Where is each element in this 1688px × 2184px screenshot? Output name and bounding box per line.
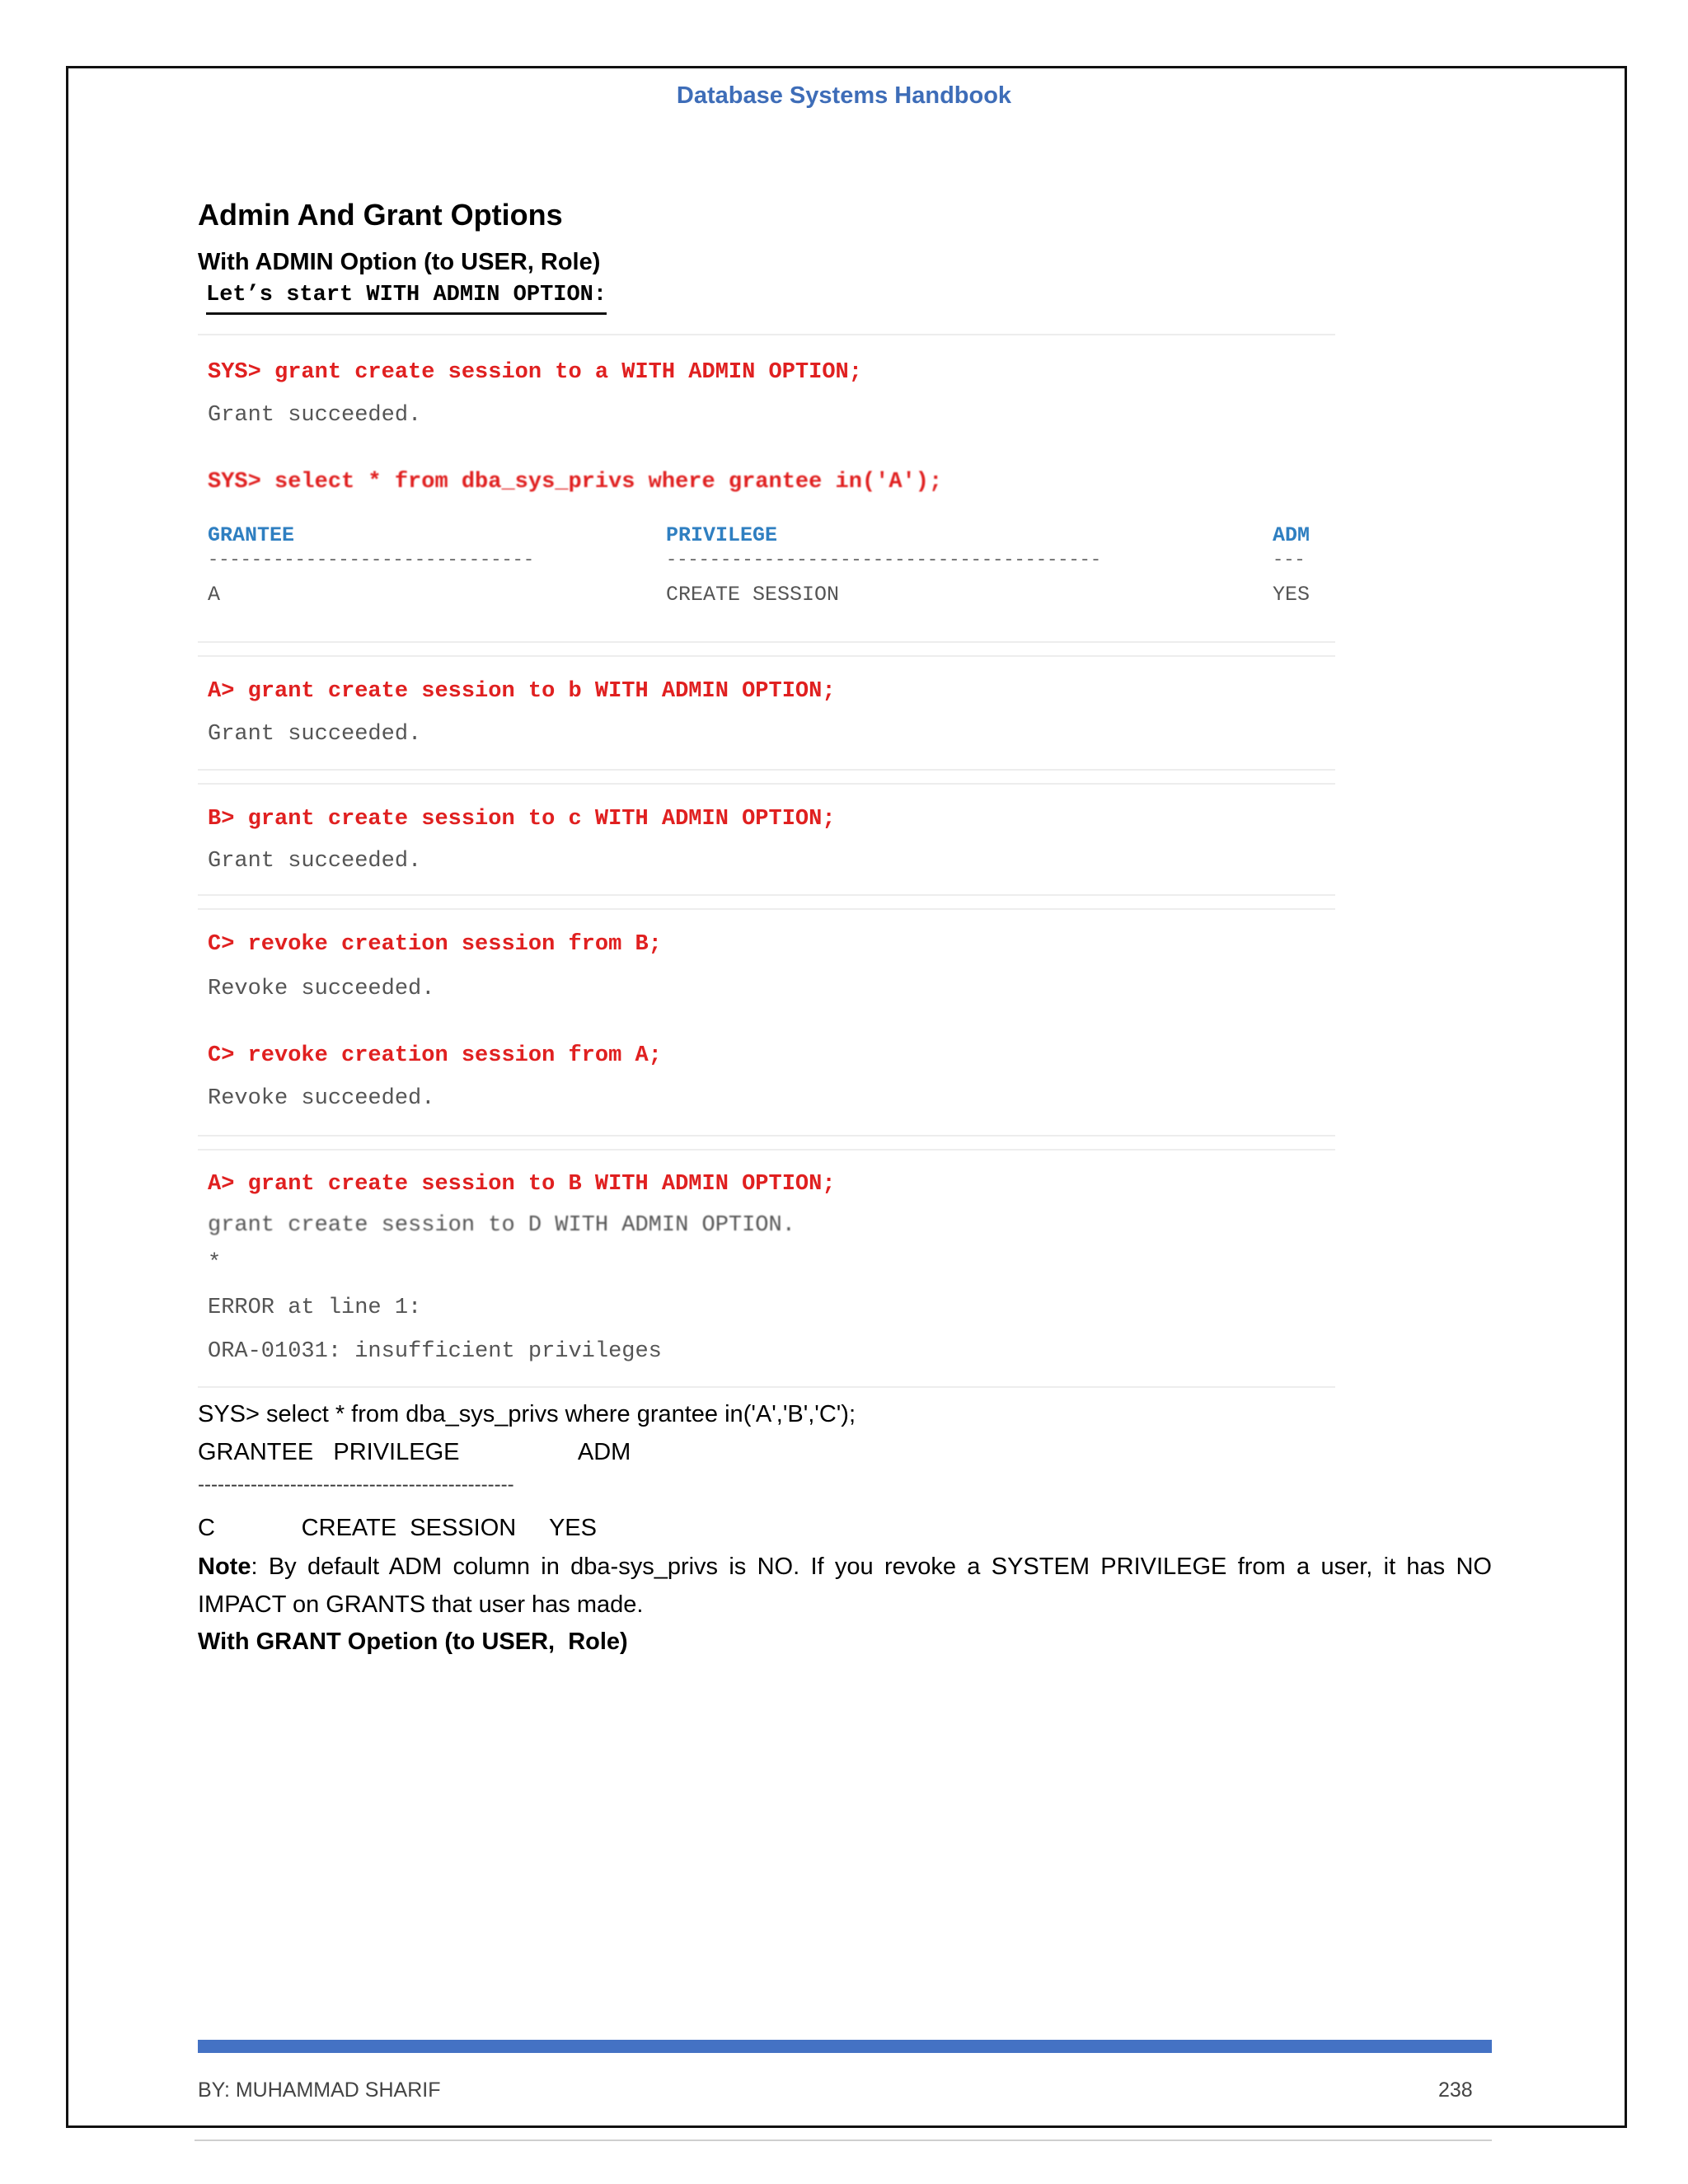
column-header-grantee: GRANTEE — [208, 523, 295, 547]
footer-bar — [198, 2040, 1492, 2053]
bottom-rule — [195, 2139, 1492, 2141]
error-caret: * — [208, 1251, 222, 1276]
note-label: Note — [198, 1554, 251, 1580]
column-separator: ------------------------------ — [208, 550, 535, 570]
sql-output: Grant succeeded. — [208, 849, 422, 874]
result-separator: ------------------------------------------------ — [198, 1474, 514, 1496]
sql-command: A> grant create session to B WITH ADMIN OPTION; — [208, 1172, 836, 1197]
note-paragraph — [198, 1548, 1492, 1624]
sql-output: Grant succeeded. — [208, 403, 422, 428]
note-text: : By default ADM column in dba-sys_privs is NO. If you revoke a SYSTEM PRIVILEGE from a user, it has NO IMPACT on GRANTS that user has made. — [198, 1554, 1492, 1618]
error-line: ERROR at line 1: — [208, 1296, 422, 1320]
sql-output: Revoke succeeded. — [208, 1086, 435, 1111]
sql-command: SYS> grant create session to a WITH ADMIN OPTION; — [208, 360, 862, 385]
sql-panel-sys-grant — [198, 334, 1335, 643]
footer-author: BY: MUHAMMAD SHARIF — [198, 2079, 441, 2102]
sql-command: A> grant create session to b WITH ADMIN OPTION; — [208, 679, 836, 704]
table-cell-privilege: CREATE SESSION — [666, 583, 840, 607]
sql-command: SYS> select * from dba_sys_privs where grantee in('A'); — [208, 470, 943, 494]
column-header-privilege: PRIVILEGE — [666, 523, 778, 547]
code-intro: Let’s start WITH ADMIN OPTION: — [206, 283, 607, 315]
error-message: ORA-01031: insufficient privileges — [208, 1339, 662, 1364]
table-cell-grantee: A — [208, 583, 221, 607]
grant-option-subhead: With GRANT Opetion (to USER, Role) — [198, 1629, 628, 1655]
sql-output: Grant succeeded. — [208, 722, 422, 747]
result-column-header: GRANTEE PRIVILEGE ADM — [198, 1439, 631, 1465]
page-number: 238 — [1438, 2079, 1473, 2102]
sql-command: B> grant create session to c WITH ADMIN OPTION; — [208, 807, 836, 832]
sql-panel-a-grant — [198, 655, 1335, 771]
sql-panel-error — [198, 1149, 1335, 1388]
column-separator: --- — [1273, 550, 1306, 570]
sql-command: C> revoke creation session from A; — [208, 1043, 662, 1068]
result-row: C CREATE SESSION YES — [198, 1515, 597, 1541]
sql-output: grant create session to D WITH ADMIN OPTION. — [208, 1213, 795, 1238]
column-header-adm: ADM — [1273, 523, 1311, 547]
column-separator: ---------------------------------------- — [666, 550, 1102, 570]
table-cell-adm: YES — [1273, 583, 1311, 607]
sql-output: Revoke succeeded. — [208, 977, 435, 1001]
sql-panel-b-grant — [198, 783, 1335, 896]
section-title: Admin And Grant Options — [198, 198, 563, 232]
running-header: Database Systems Handbook — [676, 82, 1012, 109]
sql-query-line: SYS> select * from dba_sys_privs where grantee in('A','B','C'); — [198, 1401, 856, 1427]
admin-option-subhead: With ADMIN Option (to USER, Role) — [198, 249, 601, 275]
sql-panel-c-revoke — [198, 908, 1335, 1137]
sql-command: C> revoke creation session from B; — [208, 932, 662, 957]
